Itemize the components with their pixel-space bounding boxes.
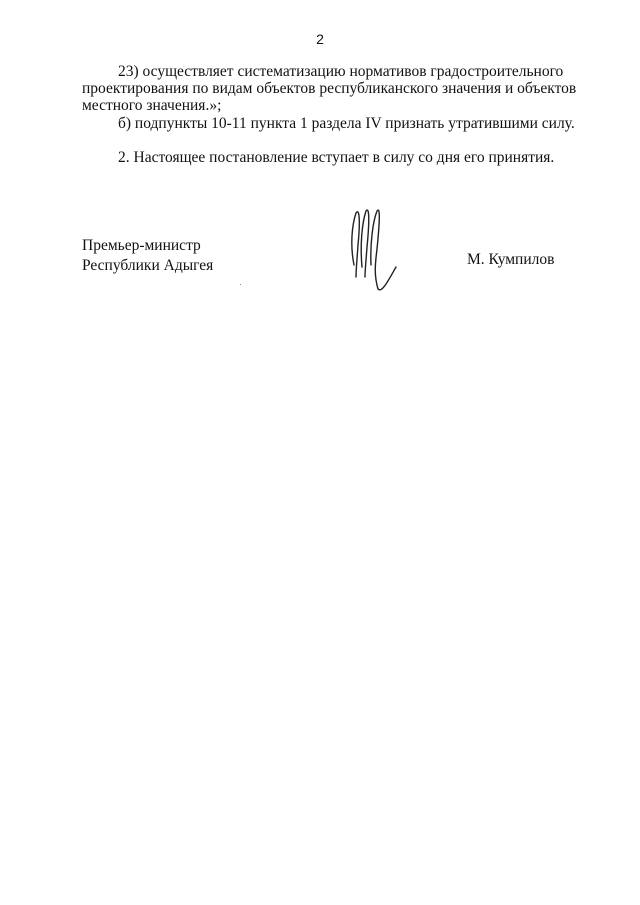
signatory-title xyxy=(82,236,213,276)
paragraph-23-line-3: местного значения.»; xyxy=(82,97,222,114)
signatory-title-line-1: Премьер-министр xyxy=(82,237,201,254)
paragraph-2: 2. Настоящее постановление вступает в силу со дня его принятия. xyxy=(118,149,555,166)
signatory-title-line-2: Республики Адыгея xyxy=(82,257,214,274)
paragraph-23-line-2: проектирования по видам объектов республиканского значения и объектов xyxy=(82,80,577,97)
handwritten-signature-icon xyxy=(340,205,410,295)
scan-speck xyxy=(240,284,241,285)
signatory-name: М. Кумпилов xyxy=(467,251,555,268)
paragraph-23-line-1: 23) осуществляет систематизацию нормативов градостроительного xyxy=(118,63,564,80)
paragraph-b: б) подпункты 10-11 пункта 1 раздела IV признать утратившими силу. xyxy=(118,115,575,132)
page-number: 2 xyxy=(316,31,324,47)
